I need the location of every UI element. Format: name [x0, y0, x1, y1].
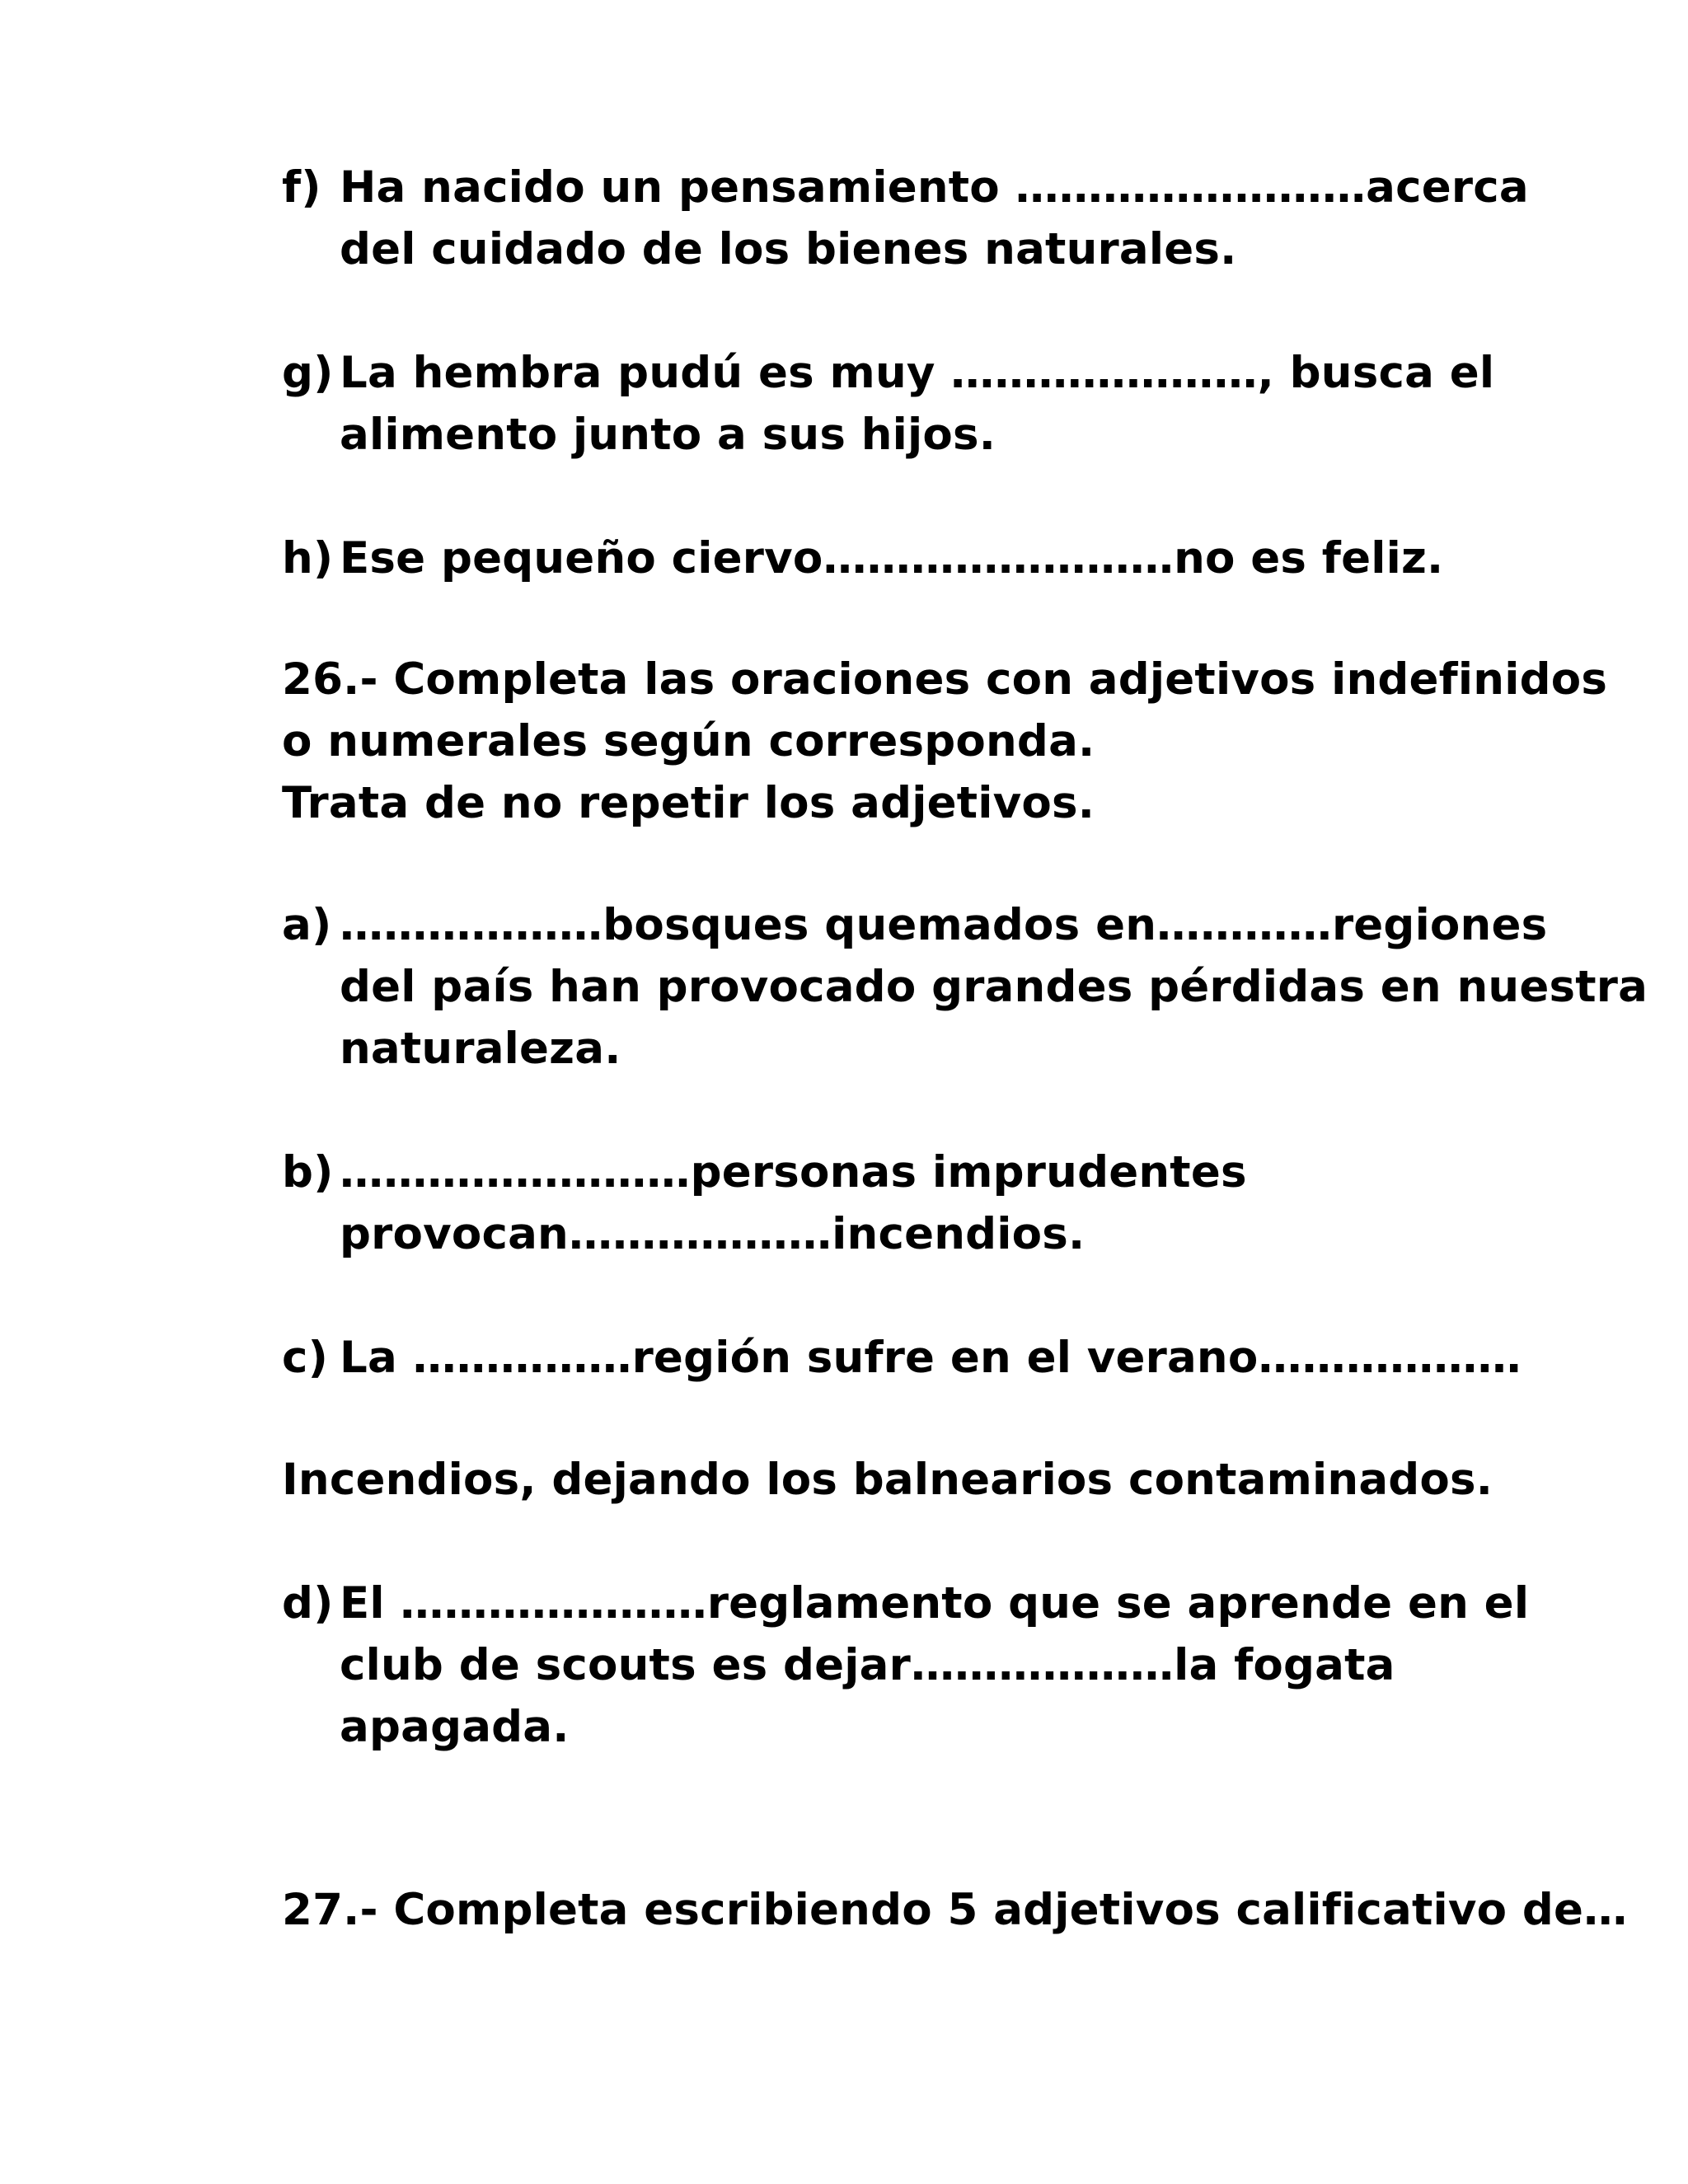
- item-a-line-1: ………………bosques quemados en…………regiones: [340, 900, 1548, 950]
- item-f-line-1: Ha nacido un pensamiento ……………………acerca: [340, 162, 1529, 213]
- item-d-label: d): [282, 1578, 334, 1629]
- item-g-label: g): [282, 348, 334, 398]
- exercise-27-heading: 27.- Completa escribiendo 5 adjetivos calificativo de…: [282, 1885, 1628, 1935]
- item-h-label: h): [282, 533, 334, 583]
- item-b-line-1: ……………………personas imprudentes: [340, 1147, 1247, 1197]
- item-c-continuation: Incendios, dejando los balnearios contaminados.: [282, 1455, 1493, 1505]
- item-a-label: a): [282, 900, 332, 950]
- item-h-line-1: Ese pequeño ciervo……………………no es feliz.: [340, 533, 1444, 583]
- item-d-line-1: El …………………reglamento que se aprende en el: [340, 1578, 1530, 1629]
- exercise-26-heading-line-1: 26.- Completa las oraciones con adjetivos indefinidos: [282, 654, 1608, 705]
- item-d-line-2: club de scouts es dejar………………la fogata: [340, 1640, 1395, 1690]
- item-a-line-2: del país han provocado grandes pérdidas en nuestra: [340, 962, 1648, 1012]
- item-a-line-3: naturaleza.: [340, 1024, 621, 1074]
- item-c-line-1: La ……………región sufre en el verano………………: [340, 1333, 1522, 1383]
- item-g-line-1: La hembra pudú es muy …………………, busca el: [340, 348, 1495, 398]
- item-f-label: f): [282, 162, 321, 213]
- exercise-26-heading-line-2: o numerales según corresponda.: [282, 716, 1095, 766]
- item-c-label: c): [282, 1333, 329, 1383]
- item-b-label: b): [282, 1147, 334, 1197]
- item-d-line-3: apagada.: [340, 1702, 570, 1752]
- item-g-line-2: alimento junto a sus hijos.: [340, 410, 996, 460]
- item-b-line-2: provocan………………incendios.: [340, 1209, 1085, 1259]
- exercise-26-heading-line-3: Trata de no repetir los adjetivos.: [282, 778, 1095, 828]
- item-f-line-2: del cuidado de los bienes naturales.: [340, 224, 1237, 274]
